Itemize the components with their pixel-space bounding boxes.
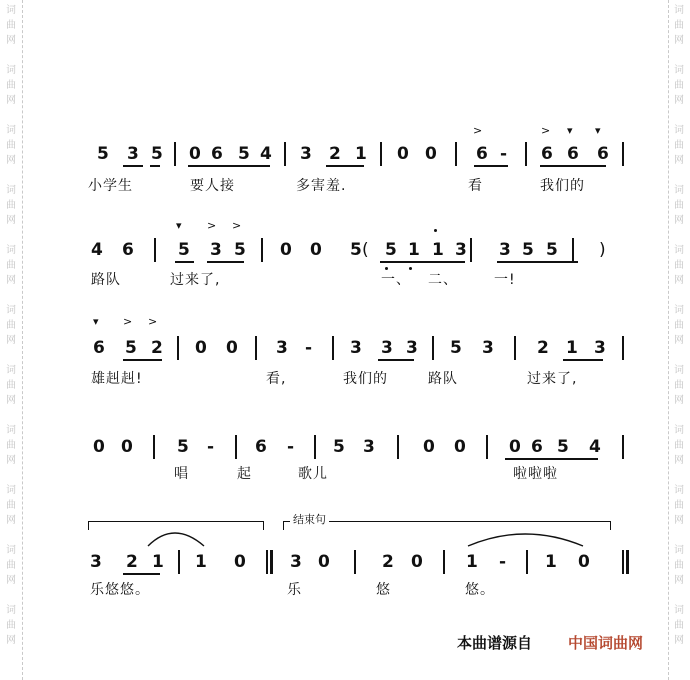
note: 5 [97,144,109,164]
watermark-glyph: 曲 [674,80,684,91]
watermark-glyph: 词 [674,5,684,16]
bar-line [177,336,179,360]
note: 6 [122,240,134,260]
note: 5 [238,144,250,164]
note: 2 [126,552,138,572]
watermark-glyph: 词 [6,5,16,16]
watermark-glyph: 网 [674,395,684,406]
bar-line [332,336,334,360]
ending-bracket [283,521,611,530]
watermark-glyph: 曲 [674,260,684,271]
note: 2 [382,552,394,572]
note: - [500,144,508,164]
underline [175,261,194,263]
bar-line [255,336,257,360]
watermark-glyph: 网 [674,215,684,226]
note: 0 [93,437,105,457]
bar-line [443,550,445,574]
watermark-glyph: 网 [6,95,16,106]
lyric-word: 我们的 [540,178,585,194]
lyric-word: 唱 [174,466,189,482]
lyric-word: 雄赳赳! [91,371,143,387]
watermark-glyph: 曲 [6,560,16,571]
note: 0 [425,144,437,164]
note: 2 [151,338,163,358]
bar-line [354,550,356,574]
note: 0 [411,552,423,572]
note: - [305,338,313,358]
note: 3 [455,240,467,260]
underline [380,261,465,263]
underline [150,165,160,167]
bar-line [455,142,457,166]
bar-line [486,435,488,459]
accent-mark: ▾ [595,124,601,137]
note: - [499,552,507,572]
note: - [207,437,215,457]
watermark-glyph: 曲 [6,20,16,31]
lyric-word: 过来了, [527,371,578,387]
note: 5 [125,338,137,358]
lyric-word: 路队 [428,371,458,387]
note: 5 [557,437,569,457]
bar-line [380,142,382,166]
bar-line [235,435,237,459]
watermark-glyph: 词 [6,65,16,76]
accent-mark: > [232,219,242,232]
note: 0 [121,437,133,457]
watermark-glyph: 词 [6,545,16,556]
watermark-glyph: 曲 [6,140,16,151]
note: 6 [541,144,553,164]
ending-label: 结束句 [290,514,329,526]
note: 3 [381,338,393,358]
note: 5 [151,144,163,164]
watermark-glyph: 词 [674,245,684,256]
bar-line [314,435,316,459]
note: 3 [210,240,222,260]
octave-dot [385,267,388,270]
note: 4 [91,240,103,260]
note: - [287,437,295,457]
underline [237,165,270,167]
watermark-glyph: 网 [674,155,684,166]
accent-mark: > [541,124,551,137]
watermark-glyph: 曲 [674,500,684,511]
ending-bracket [88,521,264,530]
octave-dot [434,229,437,232]
bar-line [153,435,155,459]
note: 6 [597,144,609,164]
watermark-glyph: 网 [6,515,16,526]
watermark-glyph: 网 [674,515,684,526]
watermark-glyph: 曲 [674,200,684,211]
lyric-word: 一、 [381,272,411,288]
bar-line [432,336,434,360]
note: 1 [355,144,367,164]
lyric-word: 看, [266,371,287,387]
watermark-glyph: 网 [674,95,684,106]
note: 0 [318,552,330,572]
note: 0 [280,240,292,260]
watermark-glyph: 曲 [674,440,684,451]
note: 3 [300,144,312,164]
watermark-glyph: 曲 [674,380,684,391]
lyric-word: 啦啦啦 [513,466,558,482]
watermark-glyph: 网 [6,35,16,46]
note: 5 [234,240,246,260]
underline [505,458,598,460]
note: 0 [454,437,466,457]
note: 2 [537,338,549,358]
lyric-word: 乐 [287,582,302,598]
watermark-glyph: 网 [6,455,16,466]
double-bar-line [622,550,624,574]
accent-mark: > [123,315,133,328]
note: 5 [178,240,190,260]
note: 6 [93,338,105,358]
note: 3 [363,437,375,457]
watermark-glyph: 词 [6,125,16,136]
note: 3 [594,338,606,358]
watermark-glyph: 曲 [6,620,16,631]
note: 3 [127,144,139,164]
bar-line [470,238,472,262]
note: 6 [567,144,579,164]
note: 5 [522,240,534,260]
lyric-word: 我们的 [343,371,388,387]
lyric-word: 歌儿 [298,466,328,482]
watermark-glyph: 曲 [6,260,16,271]
watermark-glyph: 网 [6,215,16,226]
note: 5 [385,240,397,260]
watermark-glyph: 词 [674,125,684,136]
watermark-glyph: 网 [6,275,16,286]
note: 5 [546,240,558,260]
note: 4 [260,144,272,164]
lyric-word: 小学生 [88,178,133,194]
watermark-glyph: 词 [6,305,16,316]
watermark-glyph: 网 [674,455,684,466]
parenthesis: ) [599,240,606,260]
watermark-glyph: 词 [6,245,16,256]
watermark-glyph: 曲 [674,20,684,31]
watermark-glyph: 网 [6,635,16,646]
underline [474,165,508,167]
watermark-glyph: 网 [674,275,684,286]
lyric-word: 要人接 [190,178,235,194]
note: 6 [531,437,543,457]
bar-line [526,550,528,574]
watermark-glyph: 网 [674,35,684,46]
lyric-word: 看 [468,178,483,194]
note: 1 [195,552,207,572]
watermark-glyph: 词 [6,605,16,616]
bar-line [514,336,516,360]
watermark-glyph: 词 [6,425,16,436]
lyric-word: 起 [237,466,252,482]
note: 0 [195,338,207,358]
watermark-glyph: 网 [674,635,684,646]
tie-arc [468,534,583,546]
note: 0 [189,144,201,164]
note: 2 [329,144,341,164]
watermark-glyph: 词 [674,545,684,556]
accent-mark: > [473,124,483,137]
octave-dot [409,267,412,270]
note: 0 [423,437,435,457]
note: 3 [90,552,102,572]
note: 0 [578,552,590,572]
lyric-word: 乐悠悠。 [90,582,150,598]
underline [540,165,606,167]
bar-line [622,435,624,459]
accent-mark: ▾ [176,219,182,232]
underline [497,261,578,263]
bar-line [261,238,263,262]
bar-line [525,142,527,166]
bar-line [572,238,574,262]
tie-arc [148,533,204,546]
bar-line [178,550,180,574]
watermark-glyph: 网 [6,335,16,346]
note: 1 [432,240,444,260]
watermark-glyph: 词 [6,185,16,196]
parenthesis: ( [362,240,369,260]
note: 6 [476,144,488,164]
watermark-glyph: 词 [674,365,684,376]
underline [563,359,603,361]
accent-mark: ▾ [93,315,99,328]
note: 3 [276,338,288,358]
lyric-word: 悠。 [465,582,495,598]
lyric-word: 二、 [428,272,458,288]
watermark-glyph: 曲 [6,500,16,511]
underline [123,359,162,361]
note: 5 [177,437,189,457]
lyric-word: 一! [494,272,516,288]
watermark-glyph: 曲 [6,320,16,331]
watermark-glyph: 词 [674,605,684,616]
watermark-glyph: 曲 [674,320,684,331]
underline [123,165,143,167]
bar-line [154,238,156,262]
double-bar-line [626,550,629,574]
watermark-glyph: 曲 [674,140,684,151]
source-label: 本曲谱源自 [457,634,533,652]
bar-line [622,336,624,360]
note: 1 [466,552,478,572]
double-bar-line [266,550,268,574]
watermark-glyph: 曲 [6,80,16,91]
watermark-glyph: 曲 [6,380,16,391]
note: 3 [482,338,494,358]
underline [326,165,364,167]
double-bar-line [270,550,273,574]
note: 5 [333,437,345,457]
note: 0 [234,552,246,572]
note: 0 [310,240,322,260]
watermark-glyph: 词 [674,305,684,316]
bar-line [174,142,176,166]
watermark-glyph: 网 [6,155,16,166]
accent-mark: > [207,219,217,232]
watermark-glyph: 词 [674,485,684,496]
watermark-glyph: 网 [6,395,16,406]
bar-line [284,142,286,166]
watermark-glyph: 词 [6,485,16,496]
accent-mark: > [148,315,158,328]
bar-line [397,435,399,459]
note: 6 [211,144,223,164]
note: 0 [397,144,409,164]
watermark-glyph: 网 [674,335,684,346]
watermark-glyph: 词 [6,365,16,376]
note: 1 [152,552,164,572]
watermark-glyph: 曲 [6,440,16,451]
watermark-glyph: 曲 [674,620,684,631]
watermark-glyph: 词 [674,65,684,76]
note: 0 [509,437,521,457]
note: 4 [589,437,601,457]
note: 0 [226,338,238,358]
note: 1 [566,338,578,358]
note: 3 [350,338,362,358]
note: 1 [545,552,557,572]
note: 5 [450,338,462,358]
watermark-glyph: 网 [6,575,16,586]
note: 5 [350,240,362,260]
note: 3 [499,240,511,260]
watermark-glyph: 曲 [674,560,684,571]
watermark-glyph: 词 [674,185,684,196]
watermark-glyph: 词 [674,425,684,436]
site-link[interactable]: 中国词曲网 [568,634,644,652]
lyric-word: 多害羞. [296,178,347,194]
note: 3 [406,338,418,358]
lyric-word: 悠 [376,582,391,598]
watermark-glyph: 网 [674,575,684,586]
underline [123,573,160,575]
note: 6 [255,437,267,457]
watermark-glyph: 曲 [6,200,16,211]
underline [378,359,414,361]
lyric-word: 过来了, [170,272,221,288]
lyric-word: 路队 [91,272,121,288]
accent-mark: ▾ [567,124,573,137]
note: 3 [290,552,302,572]
note: 1 [408,240,420,260]
bar-line [622,142,624,166]
underline [207,261,244,263]
